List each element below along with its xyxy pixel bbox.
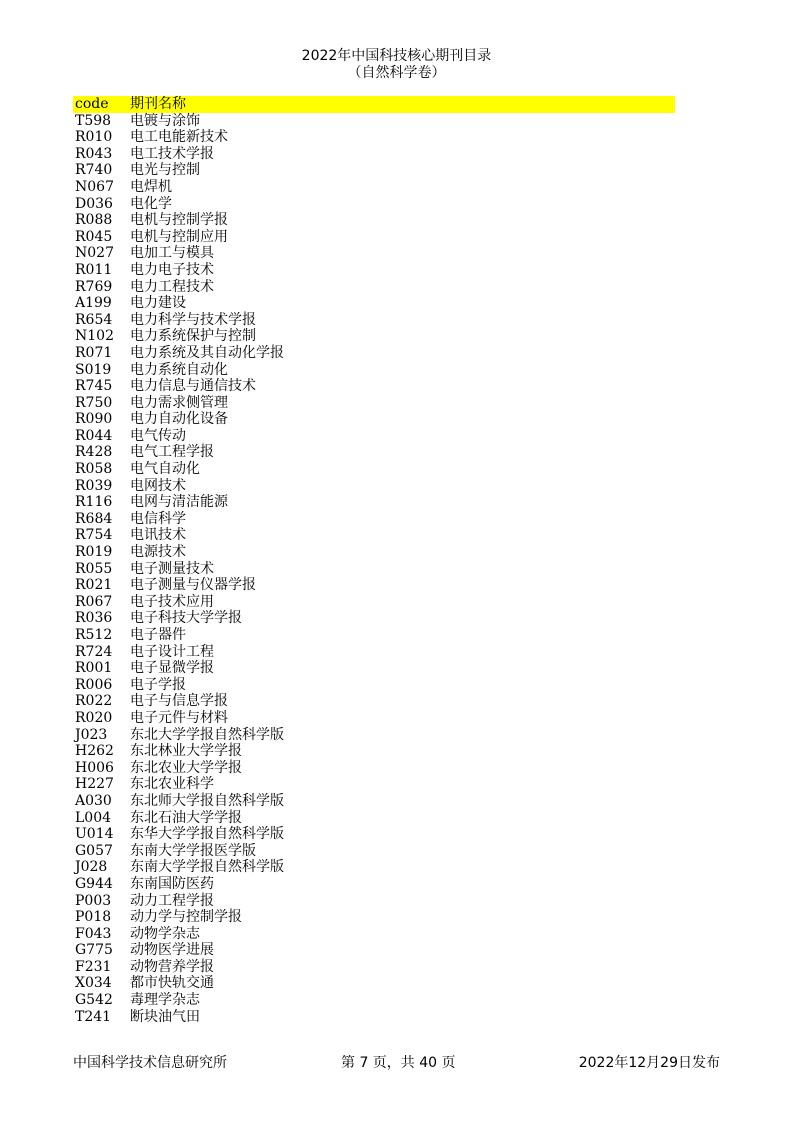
journal-name: 电力建设 (130, 295, 186, 312)
table-body (73, 113, 675, 1026)
footer-institution: 中国科学技术信息研究所 (73, 1055, 227, 1071)
journal-code: R116 (75, 494, 113, 511)
table-row (73, 113, 675, 130)
journal-name: 动物医学进展 (130, 942, 214, 959)
table-row (73, 876, 675, 893)
journal-code: J028 (75, 859, 108, 876)
journal-name: 电子元件与材料 (130, 709, 228, 726)
table-row (73, 627, 675, 644)
journal-code: T241 (75, 1008, 112, 1025)
journal-code: R750 (75, 394, 113, 411)
table-row (73, 992, 675, 1009)
journal-name: 电力工程技术 (130, 278, 214, 295)
journal-code: R043 (75, 145, 113, 162)
journal-name: 东北大学学报自然科学版 (130, 726, 284, 743)
footer-page-number: 第 7 页，共 40 页 (341, 1055, 456, 1071)
table-row (73, 212, 675, 229)
journal-code: A199 (75, 295, 112, 312)
table-row (73, 328, 675, 345)
journal-name: 电子显微学报 (130, 660, 214, 677)
table-row (73, 527, 675, 544)
journal-code: R754 (75, 527, 113, 544)
journal-code: R745 (75, 378, 113, 395)
table-row (73, 893, 675, 910)
journal-name: 电子测量与仪器学报 (130, 577, 256, 594)
journal-name: 电网技术 (130, 477, 186, 494)
table-row (73, 577, 675, 594)
column-header-journal-name: 期刊名称 (130, 96, 186, 112)
journal-name: 东南大学学报自然科学版 (130, 859, 284, 876)
table-row (73, 461, 675, 478)
table-row (73, 644, 675, 661)
table-row (73, 909, 675, 926)
table-row (73, 444, 675, 461)
journal-name: 电子与信息学报 (130, 693, 228, 710)
table-row (73, 162, 675, 179)
table-row (73, 743, 675, 760)
journal-name: 电力需求侧管理 (130, 394, 228, 411)
journal-code: R019 (75, 544, 113, 561)
table-row (73, 494, 675, 511)
journal-name: 电力系统及其自动化学报 (130, 344, 284, 361)
journal-code: L004 (75, 809, 112, 826)
page-header (0, 48, 793, 82)
table-row (73, 942, 675, 959)
journal-name: 电力信息与通信技术 (130, 378, 256, 395)
table-row (73, 279, 675, 296)
table-row (73, 179, 675, 196)
table-row (73, 345, 675, 362)
table-row (73, 146, 675, 163)
journal-code: R067 (75, 593, 113, 610)
table-row (73, 760, 675, 777)
journal-code: R512 (75, 627, 113, 643)
footer-publish-date: 2022年12月29日发布 (578, 1055, 720, 1071)
table-row (73, 826, 675, 843)
journal-name: 东南国防医药 (130, 875, 214, 892)
journal-name: 电讯技术 (130, 527, 186, 544)
journal-code: U014 (75, 826, 114, 843)
table-row (73, 544, 675, 561)
journal-name: 电气传动 (130, 427, 186, 444)
journal-code: S019 (75, 361, 112, 378)
journal-code: R020 (75, 709, 113, 726)
journal-name: 电子器件 (130, 627, 186, 643)
journal-code: G542 (75, 992, 113, 1009)
journal-name: 东北林业大学学报 (130, 743, 242, 760)
table-row (73, 660, 675, 677)
journal-name: 电力自动化设备 (130, 411, 228, 428)
journal-code: F231 (75, 958, 112, 975)
table-row (73, 362, 675, 379)
column-header-code: code (75, 96, 109, 112)
table-row (73, 810, 675, 827)
journal-name: 电源技术 (130, 544, 186, 561)
table-row (73, 428, 675, 445)
table-row (73, 129, 675, 146)
journal-name: 东北农业大学学报 (130, 759, 242, 776)
journal-code: J023 (75, 726, 108, 743)
journal-code: H262 (75, 743, 114, 760)
journal-name: 电力系统自动化 (130, 361, 228, 378)
journal-code: R021 (75, 577, 113, 594)
table-row (73, 561, 675, 578)
journal-name: 电力系统保护与控制 (130, 328, 256, 345)
journal-name: 电子学报 (130, 676, 186, 693)
journal-code: R724 (75, 643, 113, 660)
journal-name: 动物学杂志 (130, 925, 200, 942)
journal-name: 动物营养学报 (130, 958, 214, 975)
journal-code: R044 (75, 427, 113, 444)
journal-name: 电机与控制学报 (130, 212, 228, 229)
journal-name: 电机与控制应用 (130, 228, 228, 245)
table-row (73, 677, 675, 694)
journal-code: H006 (75, 759, 114, 776)
journal-code: R036 (75, 610, 113, 627)
table-header-row (73, 96, 675, 113)
journal-name: 电焊机 (130, 178, 172, 195)
table-row (73, 262, 675, 279)
journal-code: G057 (75, 842, 113, 859)
table-row (73, 926, 675, 943)
journal-code: R011 (75, 261, 113, 278)
journal-name: 电力电子技术 (130, 261, 214, 278)
journal-code: R001 (75, 660, 113, 677)
journal-code: R022 (75, 693, 113, 710)
table-row (73, 859, 675, 876)
table-row (73, 378, 675, 395)
journal-code: P018 (75, 909, 112, 926)
journal-name: 电光与控制 (130, 162, 200, 179)
journal-name: 东北石油大学学报 (130, 809, 242, 826)
journal-code: R090 (75, 411, 113, 428)
table-row (73, 959, 675, 976)
journal-code: R058 (75, 461, 113, 478)
table-row (73, 793, 675, 810)
journal-code: D036 (75, 195, 113, 212)
journal-code: N027 (75, 245, 114, 262)
table-row (73, 693, 675, 710)
table-row (73, 511, 675, 528)
journal-name: 电力科学与技术学报 (130, 311, 256, 328)
journal-code: R740 (75, 162, 113, 179)
journal-name: 电工技术学报 (130, 145, 214, 162)
table-row (73, 975, 675, 992)
table-row (73, 229, 675, 246)
page-subtitle: （自然科学卷） (347, 65, 446, 81)
journal-name: 东北农业科学 (130, 776, 214, 793)
table-row (73, 395, 675, 412)
journal-code: R769 (75, 278, 113, 295)
journal-name: 都市快轨交通 (130, 975, 214, 992)
journal-name: 断块油气田 (130, 1008, 200, 1025)
journal-name: 电子科技大学学报 (130, 610, 242, 627)
table-row (73, 411, 675, 428)
journal-name: 东南大学学报医学版 (130, 842, 256, 859)
journal-code: T598 (75, 112, 112, 129)
journal-code: R071 (75, 344, 113, 361)
journal-name: 电网与清洁能源 (130, 494, 228, 511)
journal-table (73, 96, 675, 1025)
journal-code: R055 (75, 560, 113, 577)
journal-name: 动力工程学报 (130, 892, 214, 909)
table-row (73, 245, 675, 262)
journal-name: 毒理学杂志 (130, 992, 200, 1009)
journal-code: R428 (75, 444, 113, 461)
journal-code: A030 (75, 792, 112, 809)
table-row (73, 727, 675, 744)
journal-code: X034 (75, 975, 112, 992)
journal-name: 电子测量技术 (130, 560, 214, 577)
table-row (73, 710, 675, 727)
journal-name: 电子设计工程 (130, 643, 214, 660)
journal-code: R039 (75, 477, 113, 494)
table-row (73, 1009, 675, 1026)
journal-code: R088 (75, 212, 113, 229)
journal-code: R045 (75, 228, 113, 245)
journal-name: 东华大学学报自然科学版 (130, 826, 284, 843)
journal-code: G944 (75, 875, 113, 892)
journal-name: 电加工与模具 (130, 245, 214, 262)
table-row (73, 196, 675, 213)
journal-name: 电信科学 (130, 510, 186, 527)
table-row (73, 610, 675, 627)
journal-code: R654 (75, 311, 113, 328)
journal-code: F043 (75, 925, 112, 942)
journal-code: N102 (75, 328, 114, 345)
journal-code: N067 (75, 178, 114, 195)
table-row (73, 312, 675, 329)
journal-code: H227 (75, 776, 114, 793)
journal-name: 电子技术应用 (130, 593, 214, 610)
journal-name: 电化学 (130, 195, 172, 212)
journal-name: 电镀与涂饰 (130, 112, 200, 129)
page-title: 2022年中国科技核心期刊目录 (301, 48, 492, 64)
journal-code: R684 (75, 510, 113, 527)
journal-name: 动力学与控制学报 (130, 909, 242, 926)
table-row (73, 594, 675, 611)
journal-name: 电工电能新技术 (130, 129, 228, 146)
journal-code: G775 (75, 942, 113, 959)
journal-code: R010 (75, 129, 113, 146)
journal-code: R006 (75, 676, 113, 693)
journal-code: P003 (75, 892, 112, 909)
table-row (73, 776, 675, 793)
journal-name: 东北师大学报自然科学版 (130, 792, 284, 809)
table-row (73, 295, 675, 312)
journal-name: 电气工程学报 (130, 444, 214, 461)
table-row (73, 478, 675, 495)
table-row (73, 843, 675, 860)
journal-name: 电气自动化 (130, 461, 200, 478)
